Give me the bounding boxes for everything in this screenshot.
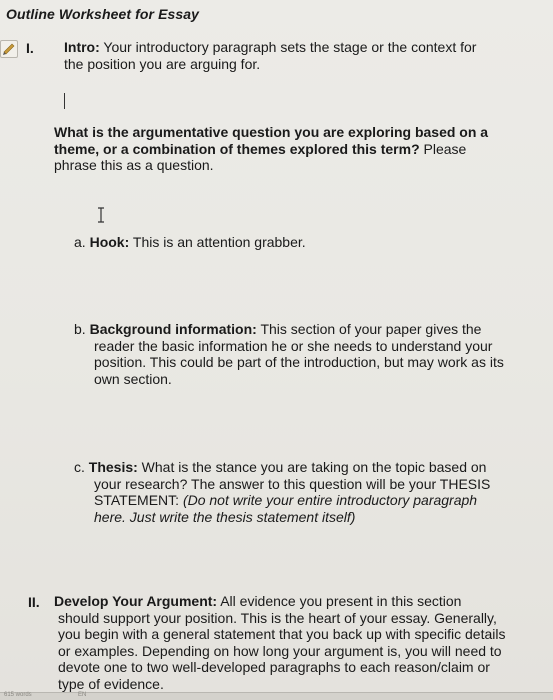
- item-a-label: Hook:: [89, 234, 130, 250]
- intro-text-line1: Your introductory paragraph sets the stage or the context for: [99, 39, 477, 55]
- item-c-text-line3a: STATEMENT:: [94, 492, 183, 508]
- item-c-letter: c.: [74, 459, 85, 475]
- question-line2-plain: Please: [419, 140, 467, 157]
- section-2-develop-argument: [54, 593, 544, 692]
- question-line2-bold: theme, or a combination of themes explored this term?: [54, 140, 420, 157]
- argumentative-question-prompt: [54, 124, 544, 174]
- item-c-text-line2: your research? The answer to this question will be your THESIS: [94, 475, 491, 492]
- section-2-text-line1: All evidence you present in this section: [217, 593, 462, 609]
- status-bar: [0, 692, 553, 700]
- section-1-intro: [64, 39, 544, 72]
- section-2-text-line6: type of evidence.: [58, 675, 164, 692]
- item-b-letter: b.: [74, 321, 86, 337]
- list-item-thesis: [74, 459, 544, 525]
- language-indicator[interactable]: EN: [78, 692, 87, 698]
- section-2-text-line4: or examples. Depending on how long your argument is, you will need to: [58, 642, 502, 659]
- item-b-text-line4: own section.: [94, 370, 172, 387]
- item-c-label: Thesis:: [88, 459, 138, 475]
- text-cursor: [64, 93, 65, 109]
- section-2-label: Develop Your Argument:: [54, 593, 218, 609]
- item-c-text-line3b: (Do not write your entire introductory paragraph: [182, 492, 478, 508]
- question-line1: What is the argumentative question you are exploring based on a: [54, 124, 489, 140]
- item-a-text: This is an attention grabber.: [129, 234, 306, 250]
- intro-label: Intro:: [64, 39, 100, 55]
- item-b-text-line1: This section of your paper gives the: [256, 321, 482, 337]
- item-a-letter: a.: [74, 234, 86, 250]
- document-title: Outline Worksheet for Essay: [6, 6, 200, 22]
- intro-text-line2: the position you are arguing for.: [64, 55, 261, 72]
- list-item-hook: [74, 234, 544, 251]
- list-item-background: [74, 321, 544, 387]
- comment-icon[interactable]: [0, 40, 18, 58]
- section-2-text-line5: devote one to two well-developed paragraphs to each reason/claim or: [58, 659, 490, 675]
- section-2-text-line3: you begin with a general statement that you back up with specific details: [58, 626, 506, 642]
- question-line3: phrase this as a question.: [54, 157, 214, 173]
- item-b-text-line3: position. This could be part of the introduction, but may work as its: [94, 354, 504, 370]
- word-count[interactable]: 615 words: [4, 692, 32, 698]
- section-1-numeral: I.: [26, 40, 34, 56]
- ibeam-cursor-icon: [96, 207, 106, 223]
- item-c-text-line4: here. Just write the thesis statement itself): [94, 508, 356, 525]
- item-c-text-line1: What is the stance you are taking on the topic based on: [137, 459, 487, 475]
- item-b-text-line2: reader the basic information he or she needs to understand your: [94, 337, 493, 354]
- section-2-numeral: II.: [28, 594, 40, 610]
- item-b-label: Background information:: [89, 321, 257, 337]
- section-2-text-line2: should support your position. This is the heart of your essay. Generally,: [58, 609, 497, 626]
